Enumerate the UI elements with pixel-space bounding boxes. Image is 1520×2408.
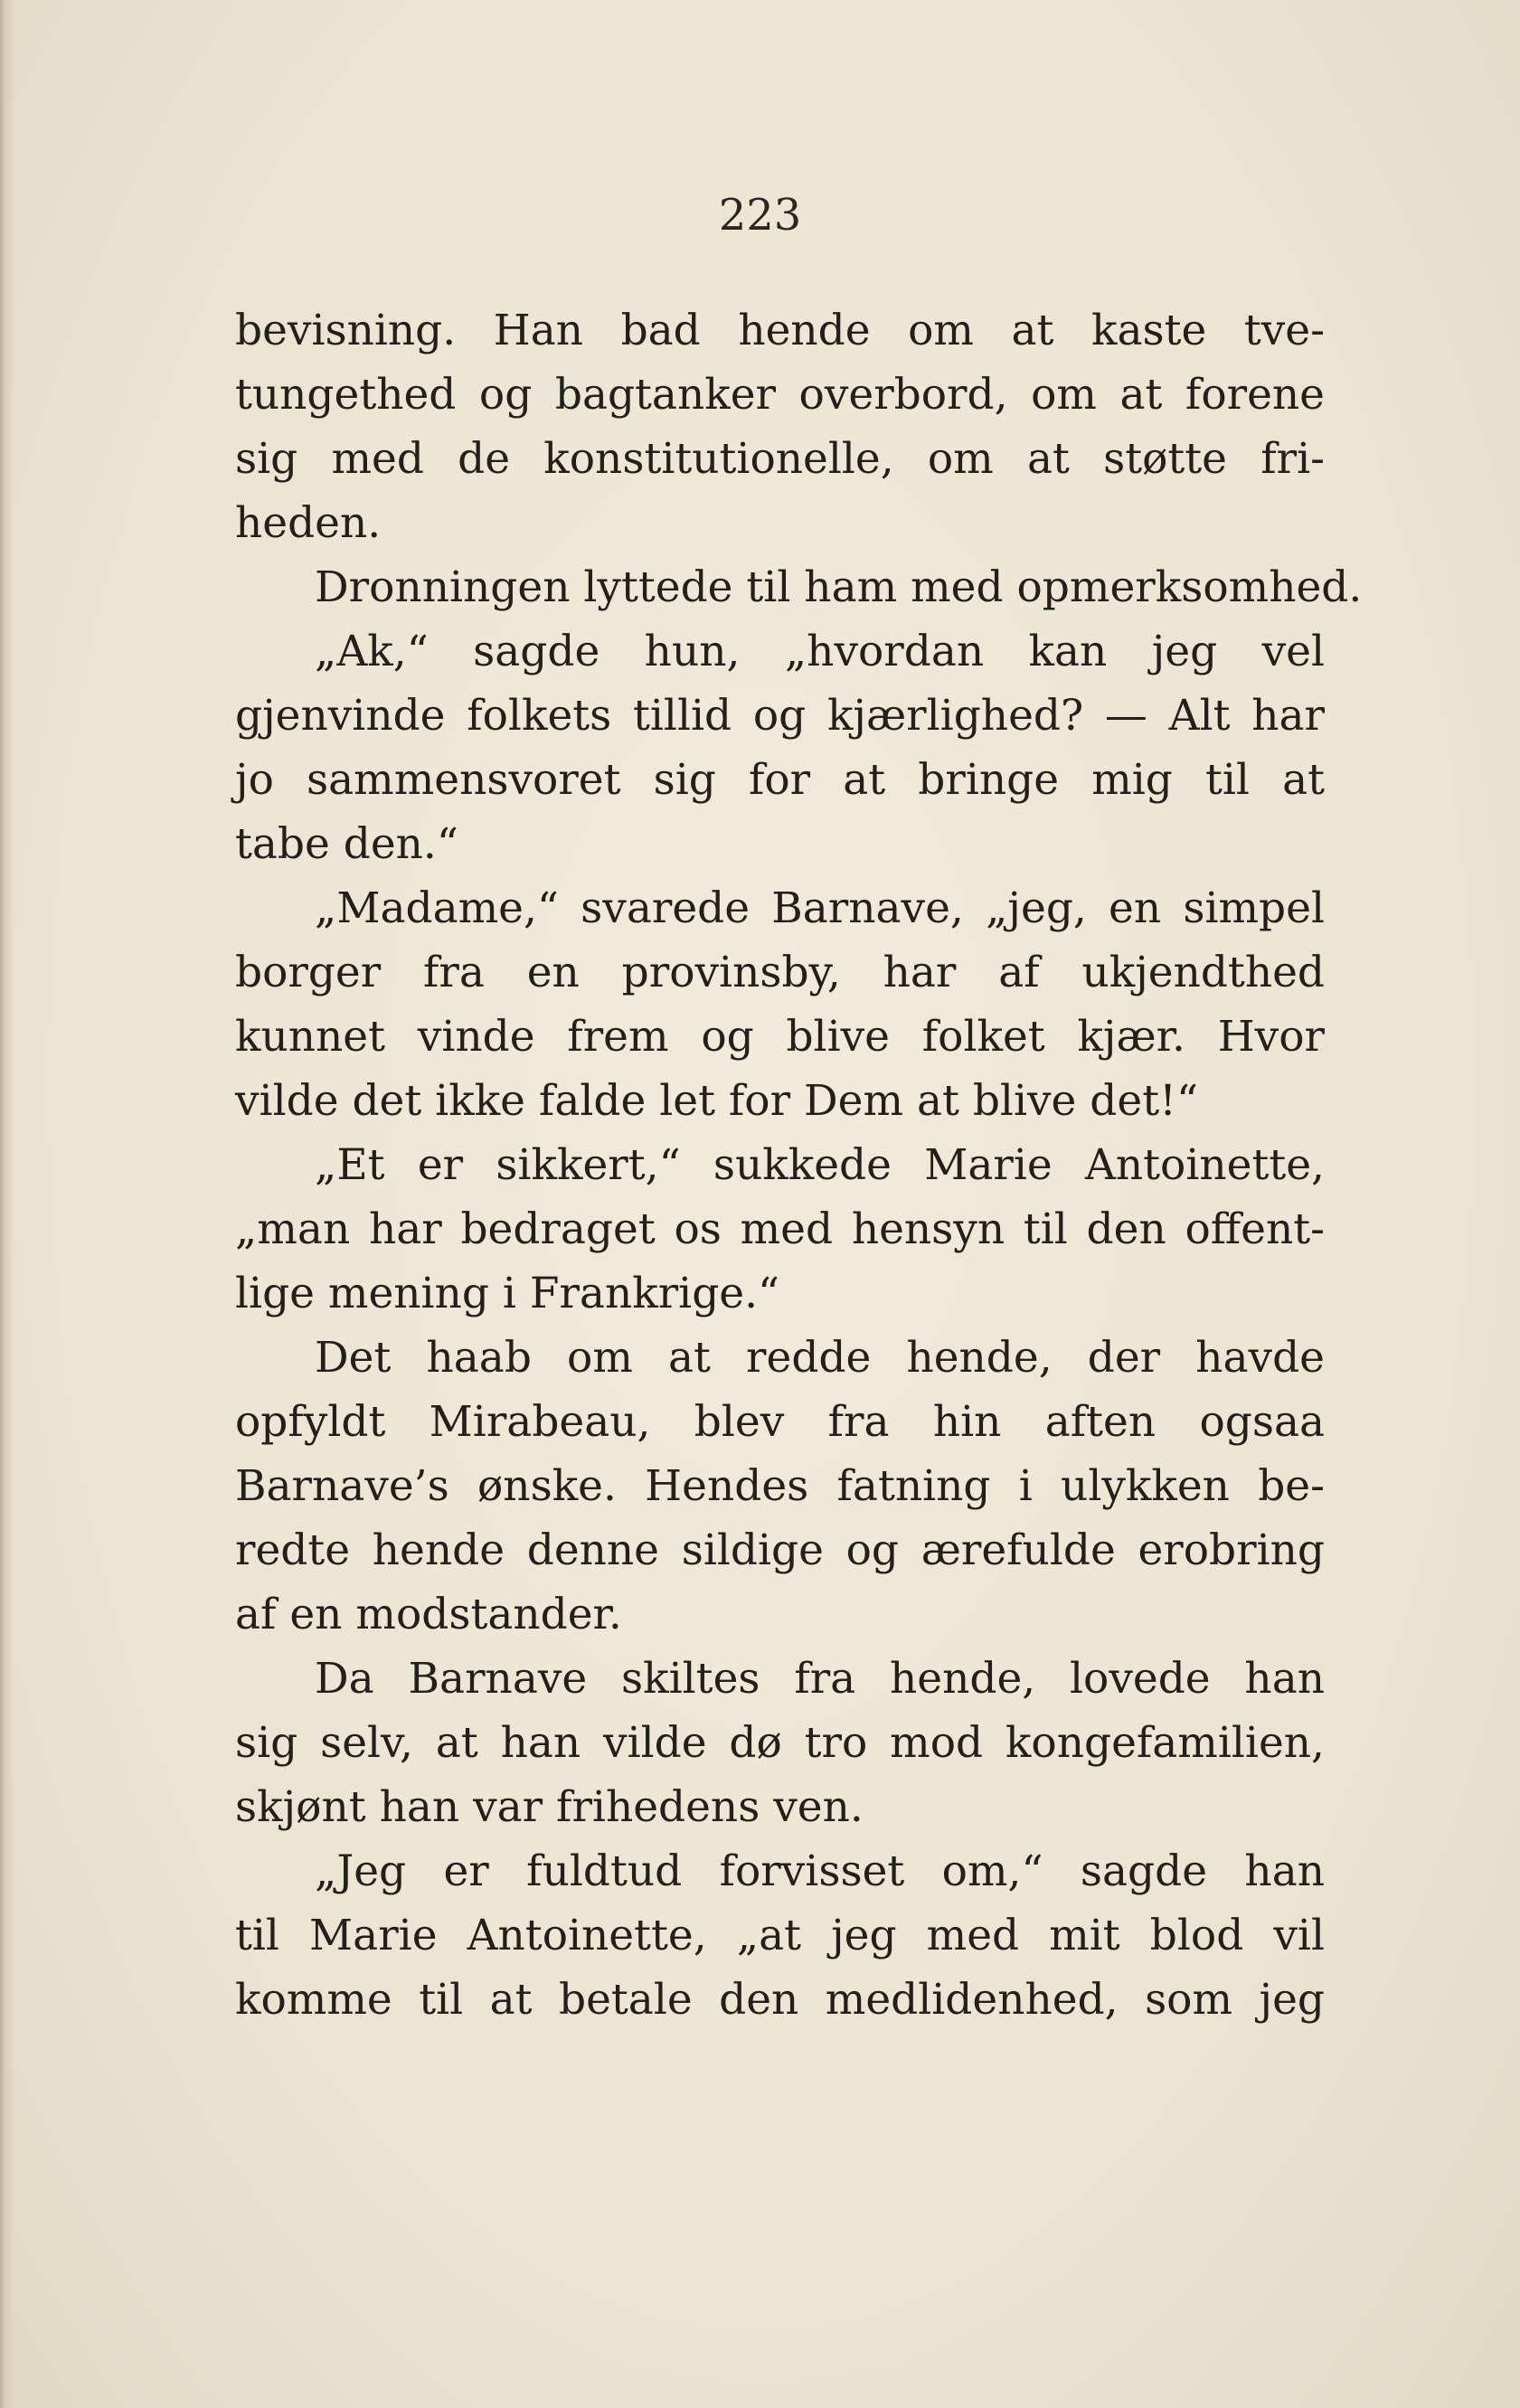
text-line: sig selv, at han vilde dø tro mod kongefamilien, xyxy=(235,1718,1325,1768)
text-line: redte hende denne sildige og ærefulde erobring xyxy=(235,1525,1325,1575)
text-line: heden. xyxy=(235,498,382,548)
text-line: „Jeg er fuldtud forvisset om,“ sagde han xyxy=(315,1846,1325,1896)
text-line: lige mening i Frankrige.“ xyxy=(235,1269,780,1318)
text-line: tungethed og bagtanker overbord, om at forene xyxy=(235,370,1325,420)
text-line: Dronningen lyttede til ham med opmerksomhed. xyxy=(315,562,1363,612)
text-line: af en modstander. xyxy=(235,1590,622,1639)
page-number: 223 xyxy=(718,190,802,241)
text-line: „Et er sikkert,“ sukkede Marie Antoinette, xyxy=(315,1140,1325,1190)
text-line: tabe den.“ xyxy=(235,819,458,869)
text-line: Barnave’s ønske. Hendes fatning i ulykken be- xyxy=(235,1461,1325,1511)
text-line: jo sammensvoret sig for at bringe mig til at xyxy=(235,755,1325,805)
text-line: til Marie Antoinette, „at jeg med mit blod vil xyxy=(235,1911,1325,1960)
page-binding-edge xyxy=(0,0,14,2408)
text-line: kunnet vinde frem og blive folket kjær. Hvor xyxy=(235,1012,1325,1062)
text-line: vilde det ikke falde let for Dem at blive det!“ xyxy=(235,1076,1199,1126)
text-line: „Madame,“ svarede Barnave, „jeg, en simpel xyxy=(315,883,1325,933)
text-line: Da Barnave skiltes fra hende, lovede han xyxy=(315,1654,1325,1704)
text-line: skjønt han var frihedens ven. xyxy=(235,1782,864,1832)
text-line: bevisning. Han bad hende om at kaste tve- xyxy=(235,306,1325,355)
text-line: opfyldt Mirabeau, blev fra hin aften ogsaa xyxy=(235,1397,1325,1447)
text-line: gjenvinde folkets tillid og kjærlighed? — Alt har xyxy=(235,691,1325,741)
text-line: „Ak,“ sagde hun, „hvordan kan jeg vel xyxy=(315,627,1325,676)
text-line: sig med de konstitutionelle, om at støtte fri- xyxy=(235,434,1325,484)
body-text xyxy=(235,298,1363,2032)
text-line: borger fra en provinsby, har af ukjendthed xyxy=(235,948,1325,997)
text-line: „man har bedraget os med hensyn til den offent- xyxy=(235,1204,1325,1254)
text-line: komme til at betale den medlidenhed, som jeg xyxy=(235,1975,1325,2025)
text-line: Det haab om at redde hende, der havde xyxy=(315,1333,1325,1383)
